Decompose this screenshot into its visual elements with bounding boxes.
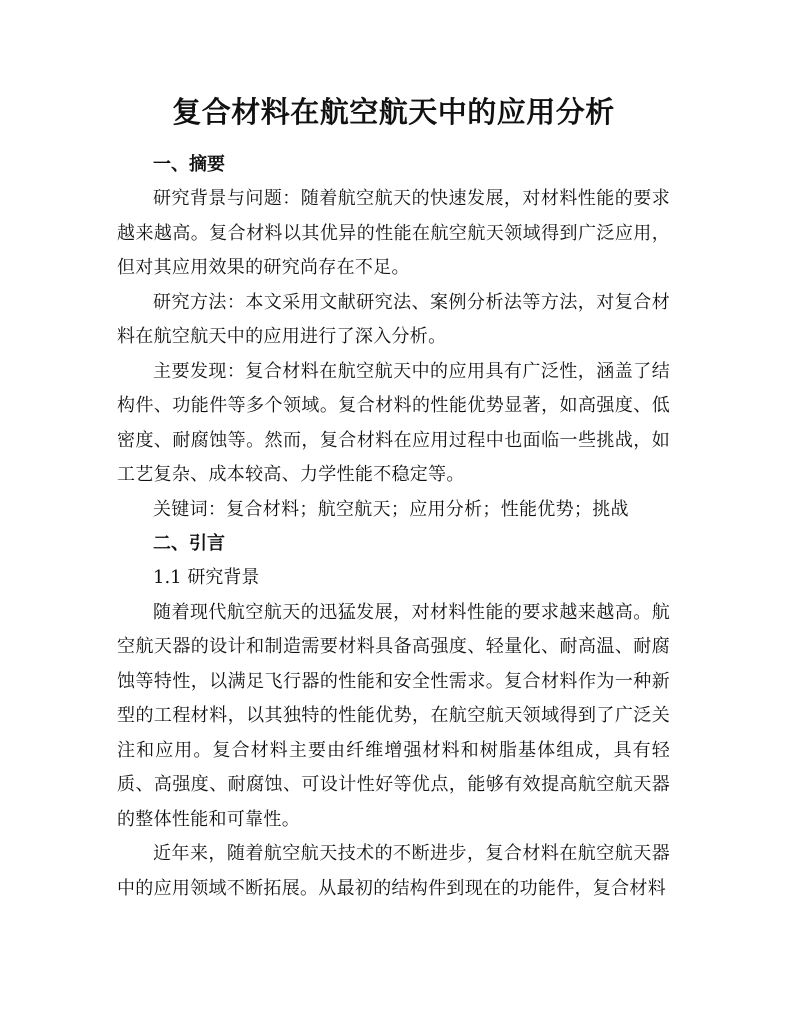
- section-heading-introduction: 二、引言: [153, 533, 225, 554]
- intro-paragraph-1: 随着现代航空航天的迅猛发展，对材料性能的要求越来越高。航空航天器的设计和制造需要材料具备高强度、轻量化、耐高温、耐腐蚀等特性，以满足飞行器的性能和安全性需求。复合材料作为一种新型的工程材料，以其独特的性能优势，在航空航天领域得到了广泛关注和应用。复合材料主要由纤维增强材料和树脂基体组成，具有轻质、高强度、耐腐蚀、可设计性好等优点，能够有效提高航空航天器的整体性能和可靠性。: [117, 601, 670, 830]
- abstract-paragraph-findings: 主要发现：复合材料在航空航天中的应用具有广泛性，涵盖了结构件、功能件等多个领域。复合材料的性能优势显著，如高强度、低密度、耐腐蚀等。然而，复合材料在应用过程中也面临一些挑战，如工艺复杂、成本较高、力学性能不稳定等。: [117, 360, 670, 485]
- intro-paragraph-2: 近年来，随着航空航天技术的不断进步，复合材料在航空航天器中的应用领域不断拓展。从最初的结构件到现在的功能件，复合材料: [117, 843, 670, 899]
- abstract-paragraph-background: 研究背景与问题：随着航空航天的快速发展，对材料性能的要求越来越高。复合材料以其优异的性能在航空航天领域得到广泛应用，但对其应用效果的研究尚存在不足。: [117, 188, 670, 278]
- section-heading-abstract: 一、摘要: [153, 154, 225, 175]
- keywords-line: 关键词：复合材料；航空航天；应用分析；性能优势；挑战: [153, 498, 629, 520]
- subsection-heading-background: 1.1 研究背景: [153, 567, 260, 588]
- page-title: 复合材料在航空航天中的应用分析: [172, 95, 615, 129]
- abstract-paragraph-method: 研究方法：本文采用文献研究法、案例分析法等方法，对复合材料在航空航天中的应用进行了深入分析。: [117, 291, 670, 347]
